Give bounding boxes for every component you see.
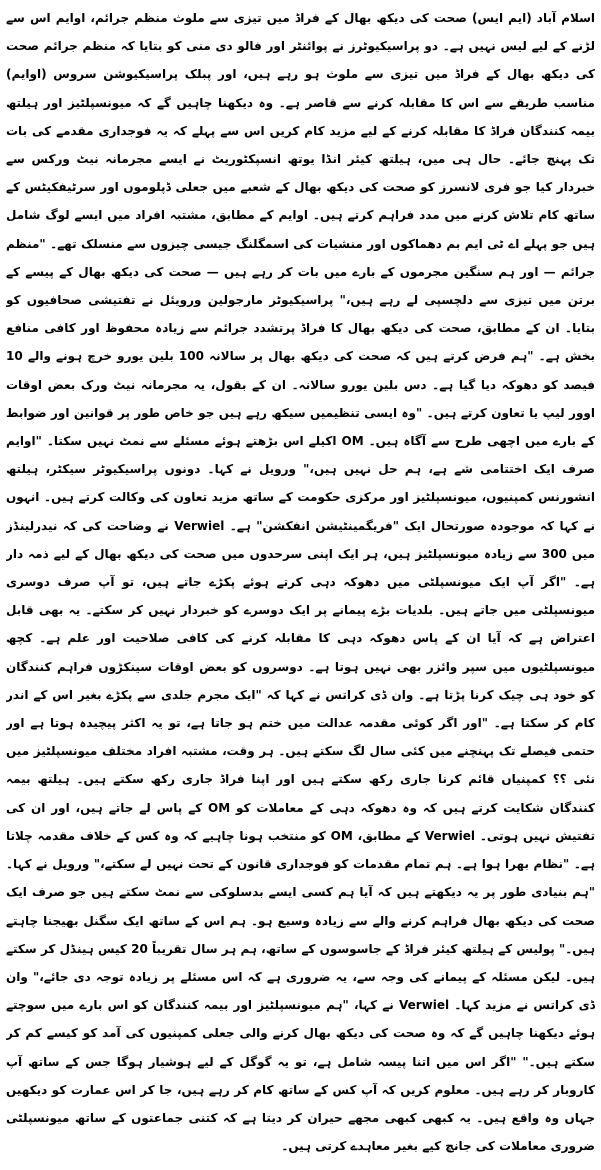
article-paragraph: اسلام آباد (ایم ایس) صحت کی دیکھ بھال کے فراڈ میں تیزی سے ملوث منظم جرائم، اوایم اس سے لڑنے کے لیے لیس نہیں ہے۔ دو پراسیکیوٹرز نے پوائنٹر اور فالو دی منی کو بتایا کہ منظم جرائم صحت کی دیکھ بھال کے فراڈ میں تیزی سے ملوث ہو رہے ہیں، اور پبلک پراسیکیوشن سروس (اوایم) مناسب طریقے سے اس کا مقابلہ کرنے سے قاصر ہے۔ وہ دیکھنا چاہیں گے کہ میونسپلٹیز اور ہیلتھ بیمہ کنندگان فراڈ کا مقابلہ کرنے کے لیے مزید کام کریں اس سے پہلے کہ یہ فوجداری مقدمے کی بات تک پہنچ جائے۔ حال ہی میں، ہیلتھ کیئر انڈا یوتھ انسپکٹوریٹ نے ایسے مجرمانہ نیٹ ورکس سے خبردار کیا جو فری لانسرز کو صحت کی دیکھ بھال کے شعبے میں جعلی ڈپلوموں اور سرٹیفکیٹس کے ساتھ کام تلاش کرنے میں مدد فراہم کرتے ہیں۔ اوایم کے مطابق، مشتبہ افراد میں ایسے لوگ شامل ہیں جو پہلے اے ٹی ایم بم دھماکوں اور منشیات کی اسمگلنگ جیسی چیزوں سے منسلک تھے۔ "منظم جرائم — اور ہم سنگین مجرموں کے بارے میں بات کر رہے ہیں — صحت کی دیکھ بھال کے پیسے کے برتن میں تیزی سے دلچسپی لے رہے ہیں،" پراسیکیوٹر مارجولین ورویئل نے تفتیشی صحافیوں کو بتایا۔ ان کے مطابق، صحت کی دیکھ بھال کا فراڈ پرتشدد جرائم سے زیادہ محفوظ اور کافی منافع بخش ہے۔ "ہم فرض کرتے ہیں کہ صحت کی دیکھ بھال پر سالانہ 100 بلین یورو خرچ ہونے والے 10 فیصد کو دھوکہ دیا گیا ہے۔ دس بلین یورو سالانہ۔ ان کے بقول، یہ مجرمانہ نیٹ ورک بعض اوقات اوور لیپ یا تعاون کرتے ہیں۔ "وہ ایسی تنظیمیں سیکھ رہے ہیں جو خاص طور پر قوانین اور ضوابط کے بارے میں اچھی طرح سے آگاہ ہیں۔ OM اکیلے اس بڑھتے ہوئے مسئلے سے نمٹ نہیں سکتا۔ "اوایم صرف ایک اختتامی شے ہے، ہم حل نہیں ہیں،" ورویل نے کہا۔ دونوں پراسیکیوٹر سیکٹر، ہیلتھ انشورنس کمپنیوں، میونسپلٹیز اور مرکزی حکومت کے ساتھ مزید تعاون کی وکالت کرتے ہیں۔ انہوں نے کہا کہ موجودہ صورتحال ایک "فریگمینٹیشن انفکشن" ہے۔ Verwiel نے وضاحت کی کہ نیدرلینڈز میں 300 سے زیادہ میونسپلٹیز ہیں، ہر ایک اپنی سرحدوں میں صحت کی دیکھ بھال کے لیے ذمہ دار ہے۔ "اگر آپ ایک میونسپلٹی میں دھوکہ دہی کرتے ہوئے پکڑے جاتے ہیں، تو آپ صرف دوسری میونسپلٹی میں جاتے ہیں۔ بلدیات بڑے پیمانے پر ایک دوسرے کو خبردار نہیں کر سکتے۔ یہ بھی قابل اعتراض ہے کہ آیا ان کے پاس دھوکہ دہی کا مقابلہ کرنے کی کافی صلاحیت اور علم ہے۔ کچھ میونسپلٹیوں میں سپر وائزر بھی نہیں ہوتا ہے۔ دوسروں کو بعض اوقات سینکڑوں فراہم کنندگان کو خود ہی چیک کرنا پڑتا ہے۔ وان ڈی کراتس نے کہا کہ "ایک مجرم جلدی سے پکڑے بغیر اس کے اندر کام کر سکتا ہے۔ "اور اگر کوئی مقدمہ عدالت میں ختم ہو جاتا ہے، تو یہ اکثر پیچیدہ ہوتا ہے اور حتمی فیصلے تک پہنچنے میں کئی سال لگ سکتے ہیں۔ ہر وقت، مشتبہ افراد مختلف میونسپلٹیز میں نئی ؟؟ کمپنیاں قائم کرنا جاری رکھ سکتے ہیں اور اپنا فراڈ جاری رکھ سکتے ہیں۔ ہیلتھ بیمہ کنندگان شکایت کرتے ہیں کہ وہ دھوکہ دہی کے معاملات کو OM کے پاس لے جاتے ہیں، اور ان کی تفتیش نہیں ہوتی۔ Verwiel کے مطابق، OM کو منتخب ہونا چاہیے کہ وہ کس کے خلاف مقدمہ چلاتا ہے۔ "نظام بھرا ہوا ہے۔ ہم تمام مقدمات کو فوجداری قانون کے تحت نہیں لے سکتے،" ورویل نے کہا۔ "ہم بنیادی طور پر یہ دیکھتے ہیں کہ آیا ہم کسی ایسے بدسلوکی سے نمٹ سکتے ہیں جو صرف ایک صحت کی دیکھ بھال فراہم کرنے والے سے زیادہ وسیع ہو۔ ہم اس کے ساتھ ایک سگنل بھیجنا چاہتے ہیں۔" پولیس کے ہیلتھ کیئر فراڈ کے جاسوسوں کے ساتھ، ہم ہر سال تقریباً 20 کیس ہینڈل کر سکتے ہیں۔ لیکن مسئلہ کے پیمانے کی وجہ سے، یہ ضروری ہے کہ اس مسئلے پر زیادہ توجہ دی جائے،" وان ڈی کراتس نے مزید کہا۔ Verwiel نے کہا، "ہم میونسپلٹیز اور بیمہ کنندگان کو اس بارے میں سوچتے ہوئے دیکھنا چاہیں گے کہ وہ صحت کی دیکھ بھال کرنے والی جعلی کمپنیوں کی آمد کو کیسے کم کر سکتے ہیں۔" "اگر اس میں اتنا پیسہ شامل ہے، تو یہ گوگل کے لیے ہوشیار ہوگا جس کے ساتھ آپ کاروبار کر رہے ہیں۔ معلوم کریں کہ آپ کس کے ساتھ کام کر رہے ہیں، جا کر اس عمارت کو دیکھیں جہاں وہ واقع ہیں۔ یہ کبھی کبھی مجھے حیران کر دیتا ہے کہ کتنی جماعتوں کے ساتھ میونسپلٹی ضروری معاملات کی جانچ کیے بغیر معاہدے کرتی ہیں۔ [6,11,595,1154]
article-body [6,4,595,1166]
